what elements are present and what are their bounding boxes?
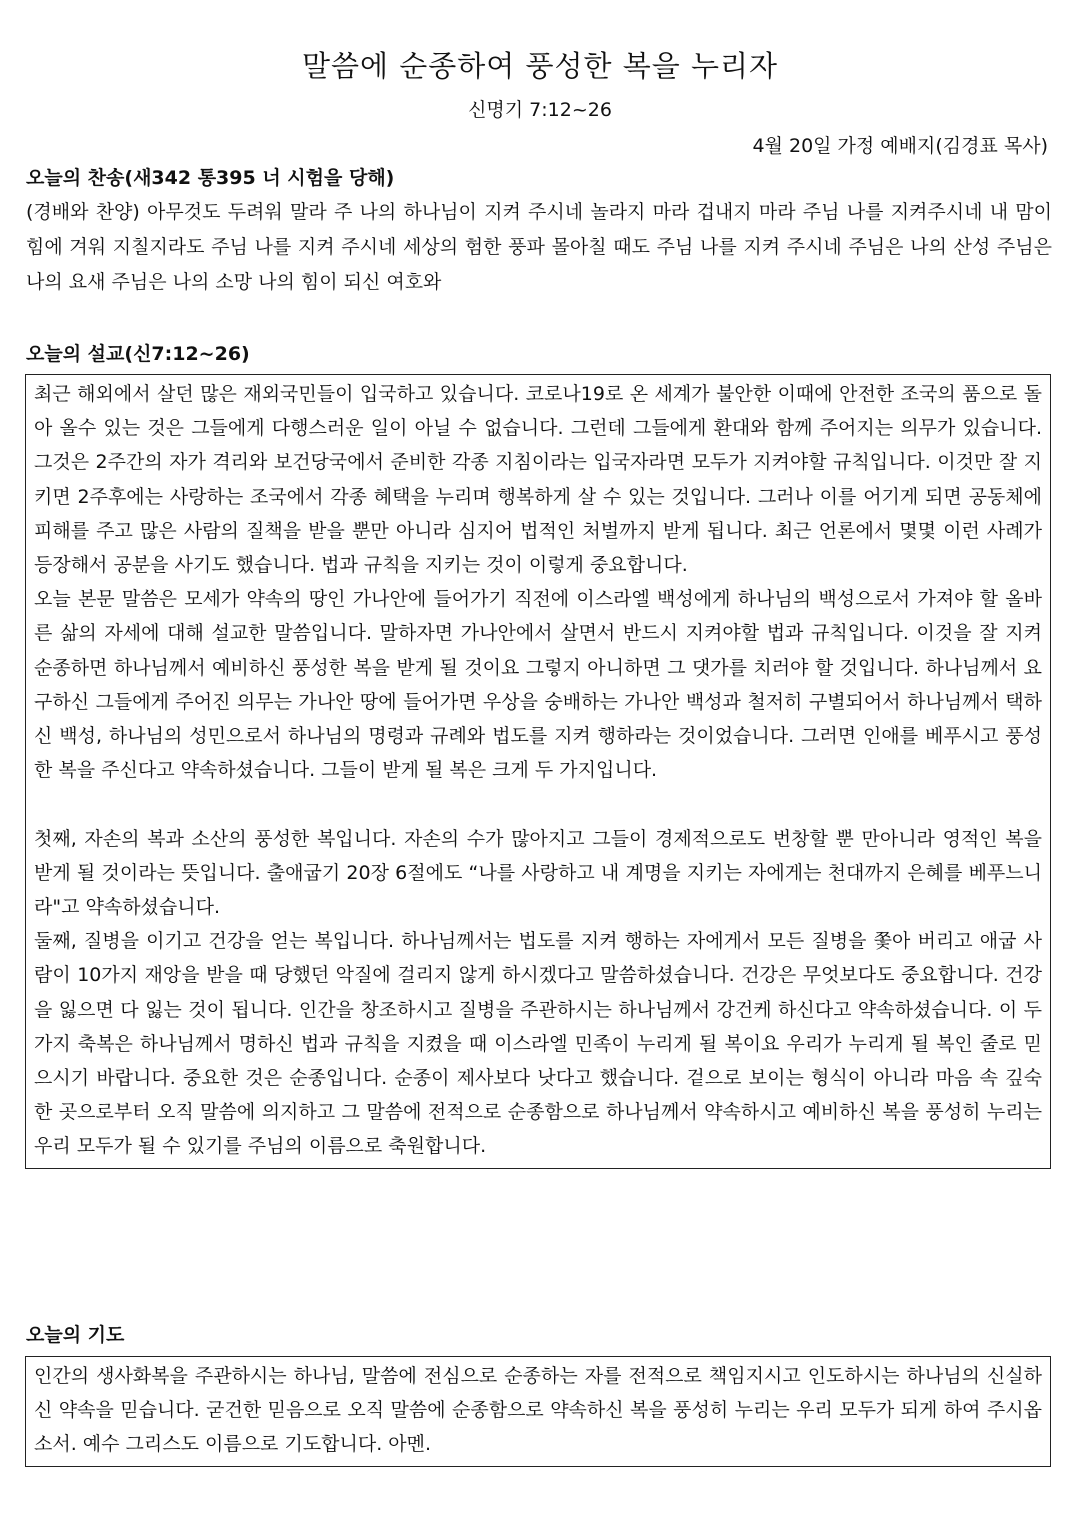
prayer-text: 인간의 생사화복을 주관하시는 하나님, 말씀에 전심으로 순종하는 자를 전적으로 책임지시고 인도하시는 하나님의 신실하신 약속을 믿습니다. 굳건한 믿음으로 오직 말씀에 순종함으로 약속하신 복을 풍성히 누리는 우리 모두가 되게 하여 주시옵소서. 예수 그리스도 이름으로 기도합니다. 아멘.	[34, 1365, 1042, 1456]
sermon-paragraph: 둘째, 질병을 이기고 건강을 얻는 복입니다. 하나님께서는 법도를 지켜 행하는 자에게서 모든 질병을 쫓아 버리고 애굽 사람이 10가지 재앙을 받을 때 당했던 악질에 걸리지 않게 하시겠다고 말씀하셨습니다. 건강은 무엇보다도 중요합니다. 건강을 잃으면 다 잃는 것이 됩니다. 인간을 창조하시고 질병을 주관하시는 하나님께서 강건케 하신다고 약속하셨습니다. 이 두 가지 축복은 하나님께서 명하신 법과 규칙을 지켰을 때 이스라엘 민족이 누리게 될 복이요 우리가 누리게 될 복인 줄로 믿으시기 바랍니다. 중요한 것은 순종입니다. 순종이 제사보다 낫다고 했습니다. 겉으로 보이는 형식이 아니라 마음 속 깊숙한 곳으로부터 오직 말씀에 의지하고 그 말씀에 전적으로 순종함으로 하나님께서 약속하시고 예비하신 복을 풍성히 누리는 우리 모두가 될 수 있기를 주님의 이름으로 축원합니다.	[34, 930, 1042, 1158]
sermon-heading: 오늘의 설교(신7:12~26)	[26, 343, 250, 365]
prayer-box	[25, 1356, 1051, 1467]
scripture-reference: 신명기 7:12~26	[468, 99, 612, 121]
hymn-heading: 오늘의 찬송(새342 통395 너 시험을 당해)	[26, 167, 395, 189]
page-title: 말씀에 순종하여 풍성한 복을 누리자	[301, 49, 779, 83]
sermon-paragraph: 최근 해외에서 살던 많은 재외국민들이 입국하고 있습니다. 코로나19로 온 세계가 불안한 이때에 안전한 조국의 품으로 돌아 올수 있는 것은 그들에게 다행스러운 일이 아닐 수 없습니다. 그런데 그들에게 환대와 함께 주어지는 의무가 있습니다. 그것은 2주간의 자가 격리와 보건당국에서 준비한 각종 지침이라는 입국자라면 모두가 지켜야할 규칙입니다. 이것만 잘 지키면 2주후에는 사랑하는 조국에서 각종 혜택을 누리며 행복하게 살 수 있는 것입니다. 그러나 이를 어기게 되면 공동체에 피해를 주고 많은 사람의 질책을 받을 뿐만 아니라 심지어 법적인 처벌까지 받게 됩니다. 최근 언론에서 몇몇 이런 사례가 등장해서 공분을 사기도 했습니다. 법과 규칙을 지키는 것이 이렇게 중요합니다.	[34, 383, 1042, 577]
sermon-box	[25, 374, 1051, 1169]
sermon-paragraph: 오늘 본문 말씀은 모세가 약속의 땅인 가나안에 들어가기 직전에 이스라엘 백성에게 하나님의 백성으로서 가져야 할 올바른 삶의 자세에 대해 설교한 말씀입니다. 말하자면 가나안에서 살면서 반드시 지켜야할 법과 규칙입니다. 이것을 잘 지켜 순종하면 하나님께서 예비하신 풍성한 복을 받게 될 것이요 그렇지 아니하면 그 댓가를 치러야 할 것입니다. 하나님께서 요구하신 그들에게 주어진 의무는 가나안 땅에 들어가면 우상을 숭배하는 가나안 백성과 철저히 구별되어서 하나님께서 택하신 백성, 하나님의 성민으로서 하나님의 명령과 규례와 법도를 지켜 행하라는 것이었습니다. 그러면 인애를 베푸시고 풍성한 복을 주신다고 약속하셨습니다. 그들이 받게 될 복은 크게 두 가지입니다.	[34, 588, 1042, 782]
sermon-paragraph: 첫째, 자손의 복과 소산의 풍성한 복입니다. 자손의 수가 많아지고 그들이 경제적으로도 번창할 뿐 만아니라 영적인 복을 받게 될 것이라는 뜻입니다. 출애굽기 20장 6절에도 “나를 사랑하고 내 계명을 지키는 자에게는 천대까지 은혜를 베푸느니라"고 약속하셨습니다.	[34, 827, 1042, 919]
paragraph-spacer	[34, 787, 1042, 821]
date-and-author: 4월 20일 가정 예배지(김경표 목사)	[752, 135, 1048, 157]
hymn-lyrics: (경배와 찬양) 아무것도 두려워 말라 주 나의 하나님이 지켜 주시네 놀라지 마라 겁내지 마라 주님 나를 지켜주시네 내 맘이 힘에 겨워 지칠지라도 주님 나를 지켜 주시네 세상의 험한 풍파 몰아칠 때도 주님 나를 지켜 주시네 주님은 나의 산성 주님은 나의 요새 주님은 나의 소망 나의 힘이 되신 여호와	[26, 201, 1052, 293]
prayer-heading: 오늘의 기도	[26, 1324, 125, 1346]
